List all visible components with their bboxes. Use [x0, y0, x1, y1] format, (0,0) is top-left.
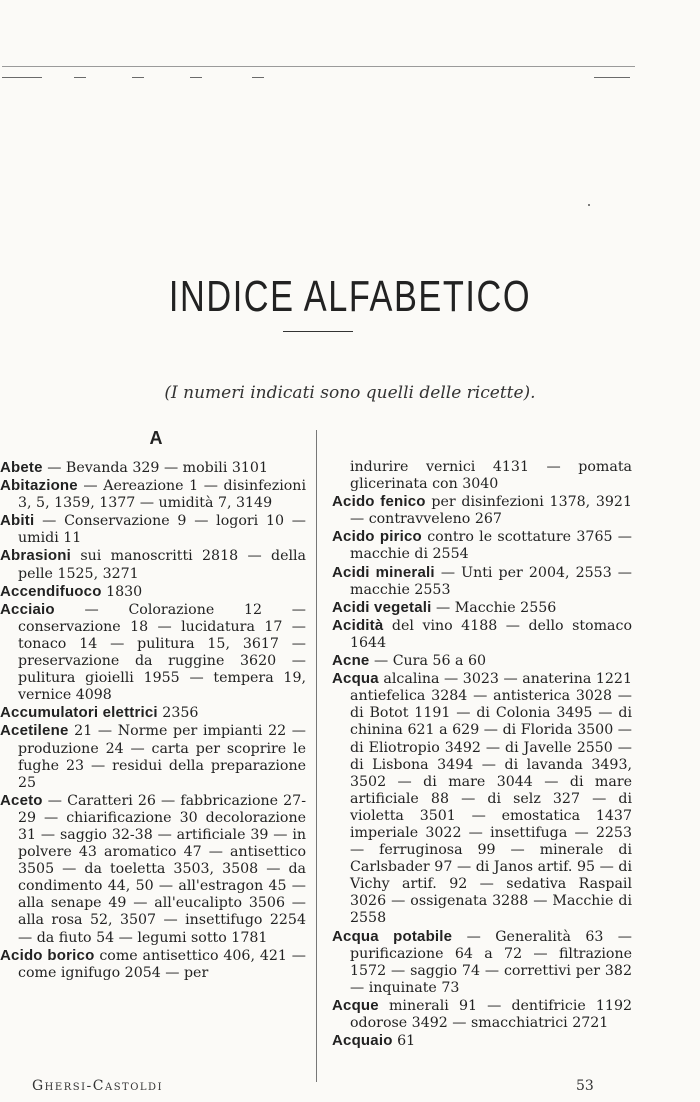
index-entry — [332, 670, 632, 927]
page-subtitle: (I numeri indicati sono quelli delle ricette). — [164, 383, 536, 403]
index-entry — [332, 599, 632, 617]
entry-keyword: Abete — [0, 459, 43, 476]
index-entry — [0, 722, 306, 791]
entry-keyword: Acidità — [332, 616, 384, 634]
page-number: 53 — [576, 1078, 594, 1094]
index-entry — [0, 792, 306, 947]
entry-text: — Aereazione 1 — disinfezioni 3, 5, 1359, 1377 — umidità 7, 3149 — [18, 478, 306, 512]
entry-text: indurire vernici 4131 — pomata glicerinata con 3040 — [350, 459, 632, 493]
entry-text: alcalina — 3023 — anaterina 1221 antiefelica 3284 — antisterica 3028 — di Botot 1191 — di Colonia 3495 — di chinina 621 a 629 — di Florida 3500 — di Eliotropio 3492 — di Javelle 2550 — di Lisbona 3494 — di lavanda 3493, 3502 — di mare 3044 — di mare artificiale 88 — di selz 327 — di violetta 3501 — emostatica 1437 imperiale 3022 — insettifuga — 2253 — ferruginosa 99 — minerale di Carlsbader 97 — di Janos artif. 95 — di Vichy artif. 92 — sedativa Raspail 3026 — ossigenata 3288 — Macchie di 2558 — [350, 671, 632, 927]
index-entry — [332, 528, 632, 563]
entry-text: come antisettico 406, 421 — come ignifugo 2054 — per — [18, 947, 306, 981]
entry-text: — Generalità 63 — purificazione 64 a 72 — filtrazione 1572 — saggio 74 — correttivi per 382 — inquinate 73 — [350, 928, 632, 996]
entry-text: — Conservazione 9 — logori 10 — umidi 11 — [18, 513, 306, 547]
entry-keyword: Acido pirico — [332, 528, 422, 546]
speck — [588, 204, 590, 206]
entry-keyword: Acqua — [332, 670, 379, 688]
entry-keyword: Acquaio — [332, 1032, 393, 1050]
column-divider — [316, 430, 317, 1082]
entry-text: 21 — Norme per impianti 22 — produzione 24 — carta per scoprire le fughe 23 — residui della preparazione 25 — [18, 723, 306, 791]
entry-text: — Cura 56 a 60 — [369, 653, 487, 670]
entry-keyword: Acque — [332, 996, 379, 1014]
entry-keyword: Accumulatori elettrici — [0, 704, 158, 722]
right-column — [332, 459, 632, 1050]
entry-keyword: Acidi minerali — [332, 563, 435, 581]
entry-text: 61 — [392, 1033, 416, 1050]
footer-author: Ghersi-Castoldi — [32, 1078, 164, 1094]
index-entry — [332, 617, 632, 652]
entry-keyword: Acqua potabile — [332, 927, 453, 945]
top-rule-dash — [190, 77, 202, 78]
entry-text: del vino 4188 — dello stomaco 1644 — [350, 617, 632, 651]
entry-text: — Unti per 2004, 2553 — macchie 2553 — [350, 564, 632, 598]
top-rule-dash — [2, 77, 42, 78]
top-rule — [2, 66, 635, 67]
top-rule-dash — [132, 77, 144, 78]
section-letter: A — [149, 428, 163, 448]
entry-keyword: Acidi vegetali — [332, 598, 432, 616]
entry-keyword: Acne — [332, 652, 370, 670]
entry-keyword: Aceto — [0, 791, 43, 809]
top-rule-dash — [74, 77, 86, 78]
index-entry — [332, 928, 632, 997]
index-entry — [0, 459, 306, 477]
index-entry — [0, 704, 306, 722]
entry-text: — Caratteri 26 — fabbricazione 27-29 — chiarificazione 30 decolorazione 31 — saggio 32-38 — artificiale 39 — in polvere 43 aromatico 47 — antisettico 3505 — da toeletta 3503, 3508 — da condimento 44, 50 — all'estragon 45 — alla senape 49 — all'eucalipto 3506 — alla rosa 52, 3507 — insettifugo 2254 — da fiuto 54 — legumi sotto 1781 — [18, 792, 306, 946]
entry-keyword: Acetilene — [0, 722, 69, 740]
entry-text: minerali 91 — dentifricie 1192 odorose 3492 — smacchiatrici 2721 — [350, 997, 632, 1031]
index-entry — [332, 564, 632, 599]
index-entry — [0, 477, 306, 512]
index-entry — [332, 652, 632, 670]
title-rule — [283, 331, 353, 332]
entry-text: per disinfezioni 1378, 3921 — contravveleno 267 — [350, 494, 632, 528]
entry-keyword: Abitazione — [0, 477, 78, 495]
entry-keyword: Acciaio — [0, 600, 55, 618]
entry-keyword: Acido fenico — [332, 493, 426, 511]
top-rule-dash — [594, 77, 630, 78]
index-entry — [0, 583, 306, 601]
left-column — [0, 459, 306, 982]
entry-text: — Bevanda 329 — mobili 3101 — [42, 460, 268, 476]
index-entry — [0, 947, 306, 982]
page-title: INDICE ALFABETICO — [168, 272, 532, 321]
index-entry — [332, 493, 632, 528]
index-entry — [0, 512, 306, 547]
index-entry — [0, 601, 306, 705]
entry-keyword: Abiti — [0, 512, 35, 530]
top-rule-dash — [252, 77, 264, 78]
entry-text: 1830 — [101, 583, 143, 600]
entry-text: contro le scottature 3765 — macchie di 2554 — [350, 529, 632, 563]
index-entry — [332, 459, 632, 493]
entry-text: sui manoscritti 2818 — della pelle 1525, 3271 — [18, 548, 306, 582]
index-entry — [332, 1032, 632, 1050]
entry-text: — Macchie 2556 — [431, 599, 557, 616]
index-entry — [0, 547, 306, 582]
entry-text: 2356 — [157, 705, 199, 722]
index-entry — [332, 997, 632, 1032]
entry-keyword: Abrasioni — [0, 547, 71, 565]
entry-keyword: Acido borico — [0, 946, 95, 964]
entry-keyword: Accendifuoco — [0, 582, 102, 600]
entry-text: — Colorazione 12 — conservazione 18 — lucidatura 17 — tonaco 14 — pulitura 15, 3617 — preservazione da ruggine 3620 — pulitura gioielli 1955 — tempera 19, vernice 4098 — [18, 601, 306, 704]
